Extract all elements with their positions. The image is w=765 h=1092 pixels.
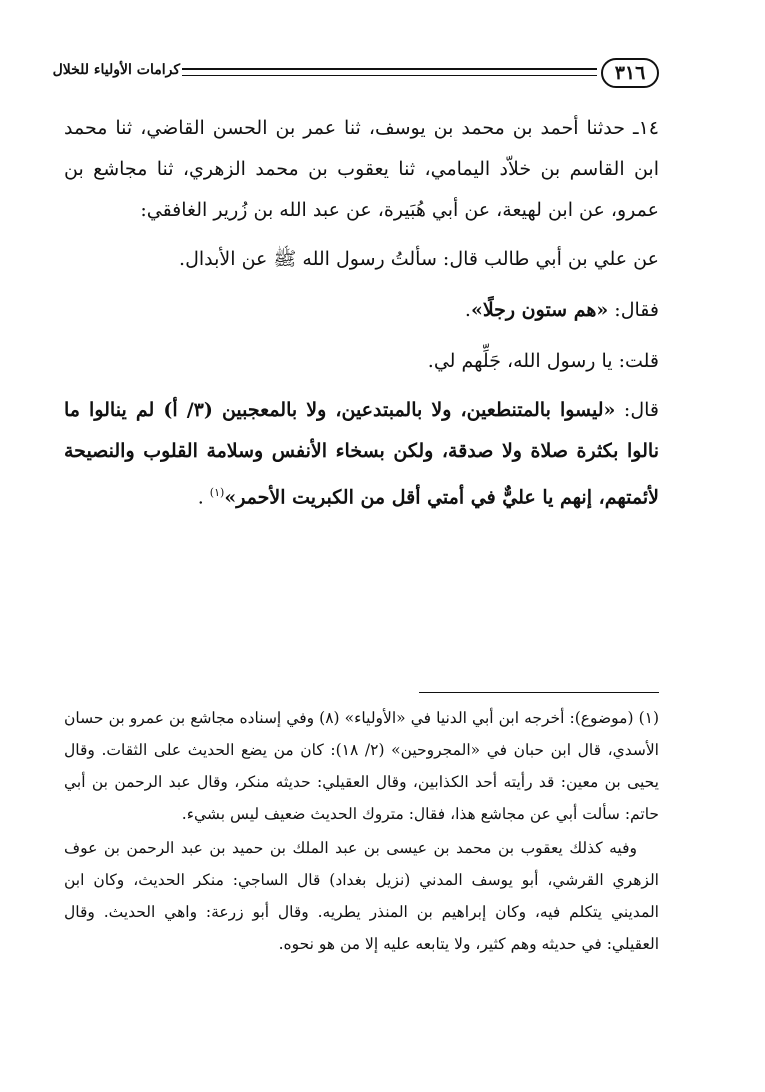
footnote-ref: (١): [209, 486, 225, 499]
footnote-divider: [419, 692, 659, 693]
header-rule: [182, 68, 597, 76]
answer-quote: «هم ستون رجلًا»: [470, 299, 609, 321]
footnotes: [64, 702, 659, 960]
main-text: [64, 108, 659, 518]
running-title: كرامات الأولياء للخلال: [52, 62, 180, 78]
footnote-1: (١) (موضوع): أخرجه ابن أبي الدنيا في «الأولياء» (٨) وفي إسناده مجاشع بن عمرو بن حسان الأسدي، قال ابن حبان في «المجروحين» (٢/ ١٨): كان من يضع الحديث على الثقات. وقال يحيى بن معين: قد رأيته أحد الكذابين، وقال العقيلي: حديثه منكر، وقال عبد الرحمن بن أبي حاتم: سألت أبي عن مجاشع هذا، فقال: متروك الحديث ضعيف ليس بشيء.: [64, 709, 660, 823]
reply-prefix: قال:: [615, 399, 659, 421]
hadith-line-request: قلت: يا رسول الله، جَلِّهم لي.: [427, 350, 659, 372]
answer-suffix: .: [464, 299, 471, 321]
hadith-isnad: ١٤ـ حدثنا أحمد بن محمد بن يوسف، ثنا عمر بن الحسن القاضي، ثنا محمد ابن القاسم بن خلاّد اليمامي، ثنا يعقوب بن محمد الزهري، ثنا مجاشع بن عمرو، عن ابن لهيعة، عن أبي هُبَيرة، عن عبد الله بن زُرير الغافقي:: [64, 117, 659, 221]
hadith-line-answer: [64, 290, 659, 331]
footnote-1-continuation: وفيه كذلك يعقوب بن محمد بن عيسى بن عبد الملك بن حميد بن عبد الرحمن بن عوف الزهري القرشي، أبو يوسف المدني (نزيل بغداد) قال الساجي: منكر الحديث، وكان ابن المديني يتكلم فيه، وكان إبراهيم بن المنذر يطريه. وقال أبو زرعة: واهي الحديث. وقال العقيلي: في حديثه وهم كثير، ولا يتابعه عليه إلا من هو نحوه.: [64, 839, 659, 953]
running-header: [52, 52, 659, 92]
hadith-line-question: عن علي بن أبي طالب قال: سألتُ رسول الله ﷺ عن الأبدال.: [179, 248, 659, 270]
reply-quote: «ليسوا بالمتنطعين، ولا بالمبتدعين، ولا بالمعجبين (٣/ أ) لم ينالوا ما نالوا بكثرة صلاة ولا صدقة، ولكن بسخاء الأنفس وسلامة القلوب والنصيحة لأئمتهم، إنهم يا عليٌّ في أمتي أقل من الكبريت الأحمر»: [64, 399, 659, 509]
hadith-line-reply: [64, 390, 659, 518]
answer-prefix: فقال:: [608, 299, 659, 321]
reply-suffix: .: [197, 486, 210, 509]
page-number: ٣١٦: [601, 58, 659, 88]
